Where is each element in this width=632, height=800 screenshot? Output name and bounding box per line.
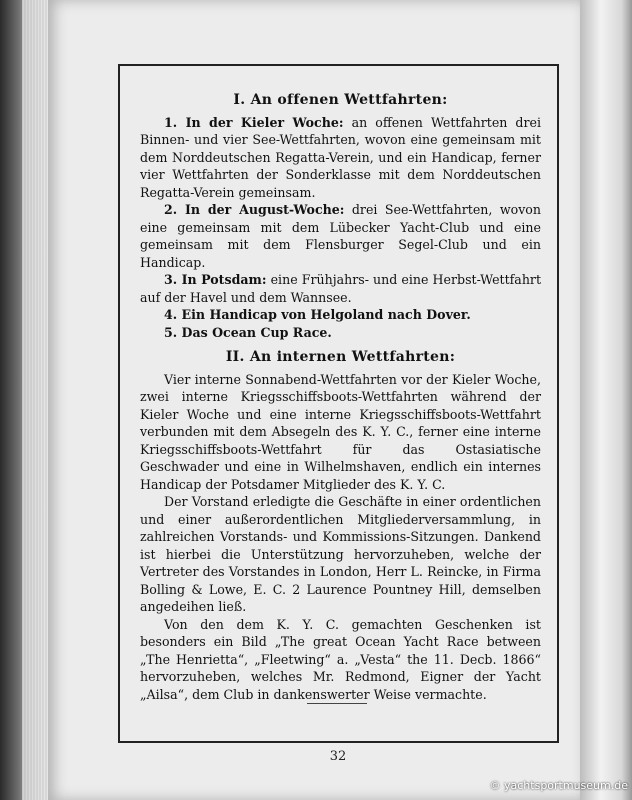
item-lead: 3. In Potsdam: [164, 272, 267, 287]
section-heading-2: II. An internen Wettfahrten: [225, 349, 456, 365]
page-number: 32 [329, 749, 347, 764]
list-item [140, 271, 541, 306]
item-text: eine Frühjahrs- und eine Herbst-Wettfahrt auf der Havel und dem Wannsee. [140, 272, 542, 305]
list-item [140, 201, 541, 271]
page-content [140, 92, 541, 703]
item-text: an offenen Wettfahrten drei Binnen- und vier See-Wettfahrten, wovon eine gemeinsam mit dem Norddeutschen Regatta-Verein, und ein Handicap, ferner vier Wettfahrten der Sonderklasse mit dem Norddeutschen Regatta-Verein gemeinsam. [140, 114, 541, 200]
facing-page-edge [580, 0, 632, 800]
item-lead: 4. Ein Handicap von Helgoland nach Dover. [164, 307, 471, 322]
section-end-rule [307, 703, 367, 704]
item-lead: 2. In der August-Woche: [164, 202, 345, 217]
list-item [140, 306, 541, 324]
paragraph: Der Vorstand erledigte die Geschäfte in einer ordentlichen und einer außerordentlichen Mitgliederversammlung, in zahlreichen Vorstands- und Kommissions-Sitzungen. Dankend ist hierbei die Unterstützung hervorzuheben, welche der Vertreter des Vorstandes in London, Herr L. Reincke, in Firma Bolling & Lowe, E. C. 2 Laurence Pountney Hill, demselben angedeihen ließ. [140, 494, 541, 614]
watermark: © yachtsportmuseum.de [489, 779, 628, 792]
list-item [140, 324, 541, 342]
item-text: drei See-Wettfahrten, wovon eine gemeinsam mit dem Lübecker Yacht-Club und eine gemeinsam mit dem Flensburger Segel-Club und ein Handicap. [140, 202, 541, 270]
item-lead: 1. In der Kieler Woche: [164, 114, 344, 130]
section-heading-1: I. An offenen Wettfahrten: [233, 92, 448, 108]
paragraph: Von den dem K. Y. C. gemachten Geschenken ist besonders ein Bild „The great Ocean Yacht Race between „The Henrietta“, „Fleetwing“ a. „Vesta“ the 11. Decb. 1866“ hervorzuheben, welches Mr. Redmond, Eigner der Yacht „Ailsa“, dem Club in dankenswerter Weise vermachte. [140, 616, 541, 702]
item-lead: 5. Das Ocean Cup Race. [164, 324, 332, 340]
paragraph: Vier interne Sonnabend-Wettfahrten vor der Kieler Woche, zwei interne Kriegsschiffsboots-Wettfahrten während der Kieler Woche und eine interne Kriegsschiffsboots-Wettfahrt verbunden mit dem Absegeln des K. Y. C., ferner eine interne Kriegsschiffsboots-Wettfahrt für das Ostasiatische Geschwader und eine in Wilhelmshaven, endlich ein internes Handicap der Potsdamer Mitglieder des K. Y. C. [140, 371, 541, 492]
list-item [140, 114, 541, 202]
